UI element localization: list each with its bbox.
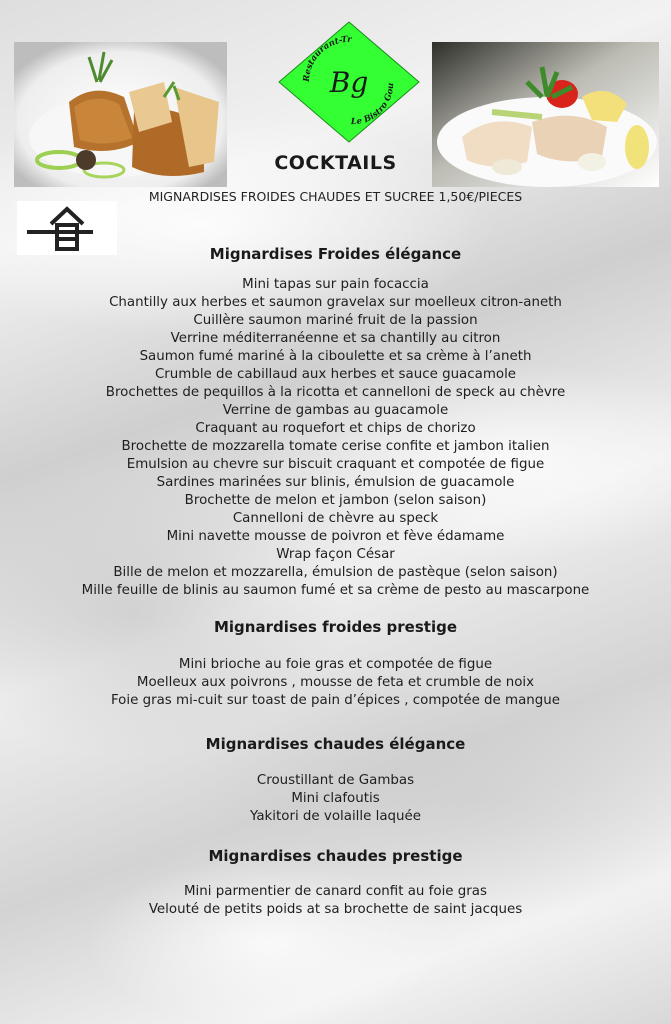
menu-item: Cannelloni de chèvre au speck bbox=[232, 511, 439, 526]
menu-item: Moelleux aux poivrons , mousse de feta et crumble de noix bbox=[136, 675, 535, 690]
page-title: COCKTAILS bbox=[274, 152, 397, 174]
menu-item: Emulsion au chevre sur biscuit craquant et compotée de figue bbox=[126, 457, 545, 472]
logo-top-text: Restaurant-Tr bbox=[301, 34, 352, 83]
menu-item: Cuillère saumon mariné fruit de la passion bbox=[193, 313, 478, 328]
section-title-chaudes-prestige: Mignardises chaudes prestige bbox=[208, 847, 463, 865]
menu-item: Brochette de mozzarella tomate cerise confite et jambon italien bbox=[121, 439, 550, 454]
menu-item: Craquant au roquefort et chips de chorizo bbox=[195, 421, 476, 436]
menu-item: Chantilly aux herbes et saumon gravelax sur moelleux citron-aneth bbox=[109, 295, 562, 310]
menu-item: Verrine de gambas au guacamole bbox=[222, 403, 449, 418]
menu-item: Brochette de melon et jambon (selon saison) bbox=[184, 493, 487, 508]
section-title-chaudes-elegance: Mignardises chaudes élégance bbox=[205, 735, 466, 753]
menu-item: Mini brioche au foie gras et compotée de figue bbox=[178, 657, 493, 672]
section-title-froides-prestige: Mignardises froides prestige bbox=[213, 618, 458, 636]
section-title-froides-elegance: Mignardises Froides élégance bbox=[209, 245, 462, 263]
menu-item: Mille feuille de blinis au saumon fumé et sa crème de pesto au mascarpone bbox=[81, 583, 590, 598]
menu-item: Wrap façon César bbox=[276, 547, 395, 562]
menu-item: Mini tapas sur pain focaccia bbox=[242, 277, 429, 292]
menu-list-chaudes-prestige bbox=[0, 883, 671, 919]
menu-item: Velouté de petits poids at sa brochette de saint jacques bbox=[148, 902, 523, 917]
menu-item: Yakitori de volaille laquée bbox=[249, 809, 422, 824]
menu-item: Croustillant de Gambas bbox=[256, 773, 415, 788]
menu-item: Saumon fumé mariné à la ciboulette et sa crème à l’aneth bbox=[139, 349, 532, 364]
menu-item: Bille de melon et mozzarella, émulsion de pastèque (selon saison) bbox=[113, 565, 558, 580]
menu-list-froides-prestige bbox=[0, 656, 671, 710]
menu-item: Brochettes de pequillos à la ricotta et cannelloni de speck au chèvre bbox=[105, 385, 566, 400]
menu-item: Mini parmentier de canard confit au foie gras bbox=[184, 884, 487, 899]
price-subtitle: MIGNARDISES FROIDES CHAUDES ET SUCREE 1,50€/PIECES bbox=[148, 189, 523, 204]
bistro-logo bbox=[273, 20, 425, 144]
logo-bottom-text: Le Bistro Gou bbox=[350, 82, 397, 128]
menu-list-froides-elegance bbox=[0, 276, 671, 600]
logo-monogram: Bg bbox=[329, 66, 369, 99]
menu-item: Mini navette mousse de poivron et fève édamame bbox=[166, 529, 505, 544]
menu-item: Sardines marinées sur blinis, émulsion de guacamole bbox=[156, 475, 515, 490]
menu-item: Crumble de cabillaud aux herbes et sauce guacamole bbox=[154, 367, 517, 382]
menu-item: Foie gras mi-cuit sur toast de pain d’épices , compotée de mangue bbox=[110, 693, 561, 708]
menu-item: Verrine méditerranéenne et sa chantilly au citron bbox=[170, 331, 501, 346]
menu-list-chaudes-elegance bbox=[0, 772, 671, 826]
menu-item: Mini clafoutis bbox=[291, 791, 380, 806]
